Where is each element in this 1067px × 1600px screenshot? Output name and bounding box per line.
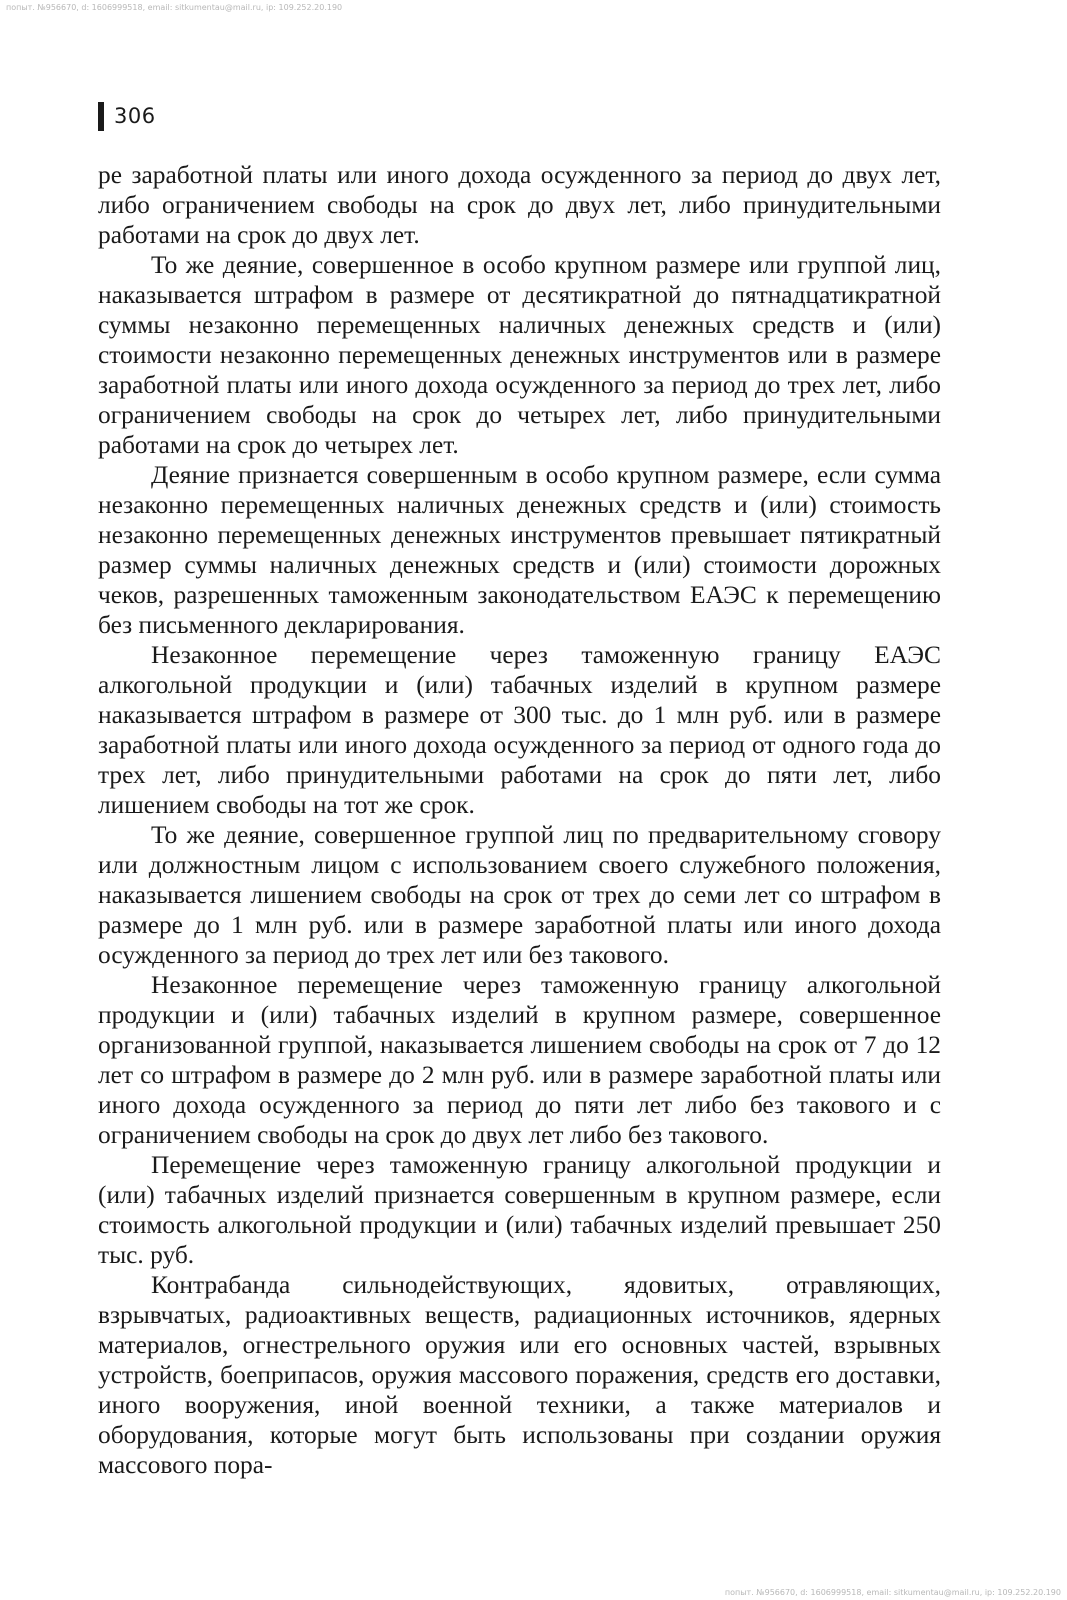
paragraph: То же деяние, совершенное группой лиц по предварительному сговору или должностным лицом с использованием своего служебного положения, наказывается лишением свободы на срок от трех до семи лет со штрафом в размере до 1 млн руб. или в размере заработной платы или иного дохода осужденного за период до трех лет или без такового. [98, 821, 941, 969]
paragraph: То же деяние, совершенное в особо крупном размере или группой лиц, наказывается штрафом в размере от десятикратной до пятнадцатикратной суммы незаконно перемещенных наличных денежных средств и (или) стоимости незаконно перемещенных денежных инструментов или в размере заработной платы или иного дохода осужденного за период до трех лет, либо ограничением свободы на срок до четырех лет, либо принудительными работами на срок до четырех лет. [98, 251, 941, 459]
header-bar [98, 102, 104, 131]
page-body [98, 160, 941, 1480]
watermark-bottom: попыт. №956670, d: 1606999518, email: sitkumentau@mail.ru, ip: 109.252.20.190 [724, 1588, 1061, 1597]
page-number: 306 [114, 104, 156, 128]
paragraph: Деяние признается совершенным в особо крупном размере, если сумма незаконно перемещенных наличных денежных средств и (или) стоимость незаконно перемещенных денежных инструментов превышает пятикратный размер суммы наличных денежных средств и (или) стоимости дорожных чеков, разрешенных таможенным законодательством ЕАЭС к перемещению без письменного декларирования. [98, 461, 941, 639]
watermark-top: попыт. №956670, d: 1606999518, email: sitkumentau@mail.ru, ip: 109.252.20.190 [6, 3, 343, 12]
paragraph: Незаконное перемещение через таможенную границу ЕАЭС алкогольной продукции и (или) табачных изделий в крупном размере наказывается штрафом в размере от 300 тыс. до 1 млн руб. или в размере заработной платы или иного дохода осужденного за период от одного года до трех лет, либо принудительными работами на срок до пяти лет, либо лишением свободы на тот же срок. [98, 641, 941, 819]
paragraph: Перемещение через таможенную границу алкогольной продукции и (или) табачных изделий признается совершенным в крупном размере, если стоимость алкогольной продукции и (или) табачных изделий превышает 250 тыс. руб. [98, 1151, 941, 1269]
paragraph-continuation: ре заработной платы или иного дохода осужденного за период до двух лет, либо ограничением свободы на срок до двух лет, либо принудительными работами на срок до двух лет. [98, 161, 941, 249]
paragraph: Незаконное перемещение через таможенную границу алкогольной продукции и (или) табачных изделий в крупном размере, совершенное организованной группой, наказывается лишением свободы на срок от 7 до 12 лет со штрафом в размере до 2 млн руб. или в размере заработной платы или иного дохода осужденного за период до пяти лет либо без такового и с ограничением свободы на срок до двух лет либо без такового. [98, 971, 941, 1149]
page-header [98, 102, 156, 130]
paragraph: Контрабанда сильнодействующих, ядовитых, отравляющих, взрывчатых, радиоактивных веществ, радиационных источников, ядерных материалов, огнестрельного оружия или его основных частей, взрывных устройств, боеприпасов, оружия массового поражения, средств его доставки, иного вооружения, иной военной техники, а также материалов и оборудования, которые могут быть использованы при создании оружия массового пора- [98, 1271, 941, 1479]
